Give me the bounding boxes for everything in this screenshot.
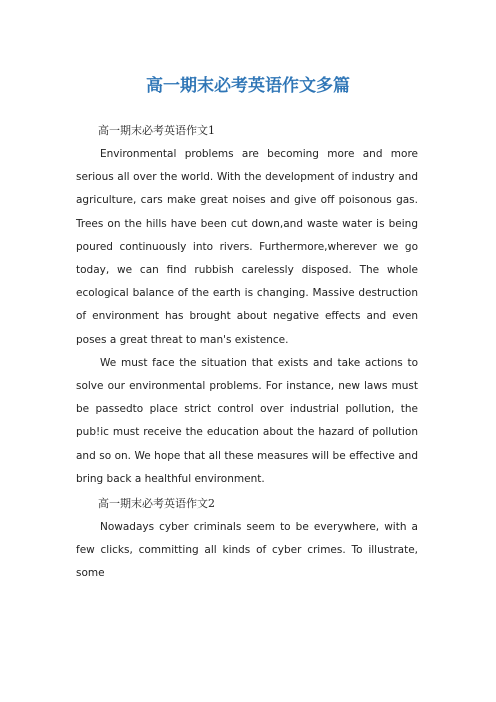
section-1-paragraph-1: Environmental problems are becoming more and more serious all over the world. With the development of industry and agriculture, cars make great noises and give off poisonous gas. Trees on the hills have been cut down,and waste water is being poured continuously into rivers. Furthermore,wherever we go today, we can find rubbish carelessly disposed. The whole ecological balance of the earth is changing. Massive destruction of environment has brought about negative effects and even poses a great threat to man's existence. [76,148,418,346]
document-title: 高一期末必考英语作文多篇 [146,76,350,96]
section-heading-1: 高一期末必考英语作文1 [98,124,215,137]
section-2-paragraph-1: Nowadays cyber criminals seem to be everywhere, with a few clicks, committing all kinds of cyber crimes. To illustrate, some [76,521,418,580]
section-1-paragraph-2: We must face the situation that exists and take actions to solve our environmental problems. For instance, new laws must be passedto place strict control over industrial pollution, the pub!ic must receive the education about the hazard of pollution and so on. We hope that all these measures will be effective and bring back a healthful environment. [76,356,418,485]
document-body [76,118,418,586]
section-heading-2: 高一期末必考英语作文2 [98,497,215,511]
